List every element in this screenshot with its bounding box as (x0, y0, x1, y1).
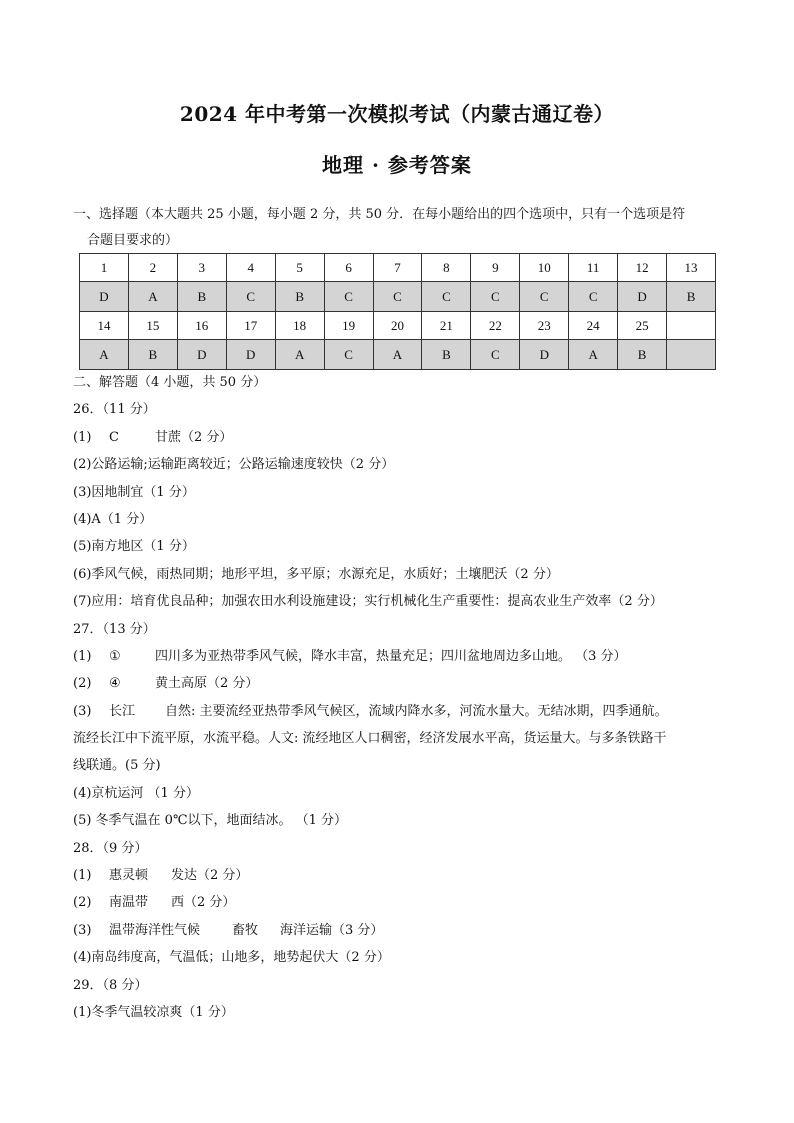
question-number-cell: 5 (275, 254, 324, 282)
question-number-cell: 18 (275, 312, 324, 340)
answer-body (73, 369, 733, 1026)
q28-1-number: (1) (73, 868, 92, 884)
question-number-cell: 22 (471, 312, 520, 340)
page-title: 2024 年中考第一次模拟考试（内蒙古通辽卷） (179, 102, 615, 126)
q27-3-answer-b: 自然: 主要流经亚热带季风气候区，流域内降水多，河流水量大。无结冰期，四季通航。 (165, 703, 668, 719)
answer-cell: C (471, 282, 520, 312)
question-number-cell: 24 (569, 312, 618, 340)
q27-line-4: (4)京杭运河 （1 分） (73, 785, 199, 801)
q28-line-3 (73, 917, 733, 944)
answer-cell: D (80, 282, 129, 312)
answer-cell: D (520, 340, 569, 370)
q27-1-answer-b: 四川多为亚热带季风气候，降水丰富，热量充足；四川盆地周边多山地。 （3 分） (155, 648, 627, 664)
empty-cell (667, 340, 716, 370)
q29-header: 29．（8 分） (73, 977, 148, 993)
q26-line-1 (73, 424, 733, 451)
q27-3-number: (3) (73, 703, 92, 719)
question-number-cell: 7 (373, 254, 422, 282)
question-number-cell: 14 (80, 312, 129, 340)
question-number-cell: 16 (177, 312, 226, 340)
q26-1-answer-b: 甘蔗（2 分） (155, 429, 233, 445)
q27-line-3-cont: 流经长江中下流平原，水流平稳。人文: 流经地区人口稠密，经济发展水平高，货运量大。与多条铁路干 (73, 731, 667, 747)
answer-cell: B (667, 282, 716, 312)
answer-cell: C (373, 282, 422, 312)
answer-cell: D (226, 340, 275, 370)
answer-cell: C (324, 282, 373, 312)
q28-line-1 (73, 862, 733, 889)
q27-line-1 (73, 643, 733, 670)
q26-line-3: (3)因地制宜（1 分） (73, 484, 195, 500)
answer-table-numbers-row-1 (80, 254, 716, 282)
answer-cell: A (373, 340, 422, 370)
answer-table-answers-row-1 (80, 282, 716, 312)
q27-line-3 (73, 698, 733, 725)
question-number-cell: 20 (373, 312, 422, 340)
section-1-heading-line2: 合题目要求的） (87, 233, 179, 248)
q28-3-number: (3) (73, 922, 92, 938)
question-number-cell: 2 (128, 254, 177, 282)
question-number-cell: 25 (618, 312, 667, 340)
section-1-heading-line1: 一、选择题（本大题共 25 小题，每小题 2 分，共 50 分．在每小题给出的四个选项中，只有一个选项是符 (73, 207, 686, 222)
answer-cell: C (226, 282, 275, 312)
q27-1-number: (1) (73, 648, 92, 664)
q26-line-2: (2)公路运输;运输距离较近；公路运输速度较快（2 分） (73, 457, 395, 473)
question-number-cell: 3 (177, 254, 226, 282)
answer-cell: B (177, 282, 226, 312)
question-number-cell: 11 (569, 254, 618, 282)
answer-cell: C (471, 340, 520, 370)
answer-cell: B (275, 282, 324, 312)
question-number-cell: 6 (324, 254, 373, 282)
question-number-cell: 10 (520, 254, 569, 282)
question-number-cell: 21 (422, 312, 471, 340)
question-number-cell: 8 (422, 254, 471, 282)
question-number-cell: 1 (80, 254, 129, 282)
q27-2-number: (2) (73, 676, 92, 692)
q28-line-4: (4)南岛纬度高，气温低；山地多，地势起伏大（2 分） (73, 950, 390, 966)
question-number-cell: 23 (520, 312, 569, 340)
q27-line-2 (73, 670, 733, 697)
answer-cell: A (275, 340, 324, 370)
section-2-heading: 二、解答题（4 小题，共 50 分） (73, 375, 267, 390)
question-number-cell: 13 (667, 254, 716, 282)
q28-2-answer-b: 西（2 分） (171, 895, 236, 911)
answer-table (79, 253, 716, 370)
question-number-cell: 17 (226, 312, 275, 340)
q28-3-answer-c: 海洋运输（3 分） (280, 922, 384, 938)
q27-line-5: (5) 冬季气温在 0℃以下，地面结冰。 （1 分） (73, 813, 348, 829)
question-number-cell: 12 (618, 254, 667, 282)
answer-cell: A (128, 282, 177, 312)
q26-header: 26．（11 分） (73, 402, 156, 418)
answer-cell: C (324, 340, 373, 370)
empty-cell (667, 312, 716, 340)
q27-2-answer-b: 黄土高原（2 分） (155, 676, 259, 692)
q26-line-4: (4)A（1 分） (73, 511, 153, 527)
answer-cell: A (80, 340, 129, 370)
q27-3-answer-a: 长江 (109, 703, 136, 719)
q26-line-5: (5)南方地区（1 分） (73, 539, 195, 555)
q28-header: 28．（9 分） (73, 840, 148, 856)
q26-line-6: (6)季风气候，雨热同期；地形平坦，多平原；水源充足，水质好；土壤肥沃（2 分） (73, 566, 559, 582)
answer-cell: D (177, 340, 226, 370)
answer-table-answers-row-2 (80, 340, 716, 370)
section-1-heading (73, 202, 733, 254)
question-number-cell: 9 (471, 254, 520, 282)
answer-cell: C (569, 282, 618, 312)
question-number-cell: 19 (324, 312, 373, 340)
q28-3-answer-a: 温带海洋性气候 (109, 922, 201, 938)
q26-1-number: (1) (73, 429, 92, 445)
page-subtitle: 地理 · 参考答案 (322, 153, 472, 177)
q28-line-2 (73, 889, 733, 916)
q27-header: 27．（13 分） (73, 621, 156, 637)
q28-1-answer-a: 惠灵顿 (109, 868, 149, 884)
answer-cell: B (422, 340, 471, 370)
answer-table-numbers-row-2 (80, 312, 716, 340)
answer-cell: A (569, 340, 618, 370)
answer-cell: C (422, 282, 471, 312)
q28-2-number: (2) (73, 895, 92, 911)
question-number-cell: 15 (128, 312, 177, 340)
q27-1-answer-a: ① (109, 648, 121, 664)
q28-3-answer-b: 畜牧 (232, 922, 259, 938)
q26-1-answer-a: C (109, 429, 119, 445)
q26-line-7: (7)应用：培育优良品种；加强农田水利设施建设；实行机械化生产重要性：提高农业生产效率（2 分） (73, 594, 663, 610)
question-number-cell: 4 (226, 254, 275, 282)
q29-line-1: (1)冬季气温较凉爽（1 分） (73, 1004, 234, 1020)
answer-cell: D (618, 282, 667, 312)
q28-2-answer-a: 南温带 (109, 895, 149, 911)
q27-2-answer-a: ④ (109, 676, 121, 692)
q27-line-3-end: 线联通。(5 分) (73, 758, 161, 774)
answer-cell: C (520, 282, 569, 312)
q28-1-answer-b: 发达（2 分） (171, 868, 249, 884)
answer-cell: B (618, 340, 667, 370)
answer-cell: B (128, 340, 177, 370)
